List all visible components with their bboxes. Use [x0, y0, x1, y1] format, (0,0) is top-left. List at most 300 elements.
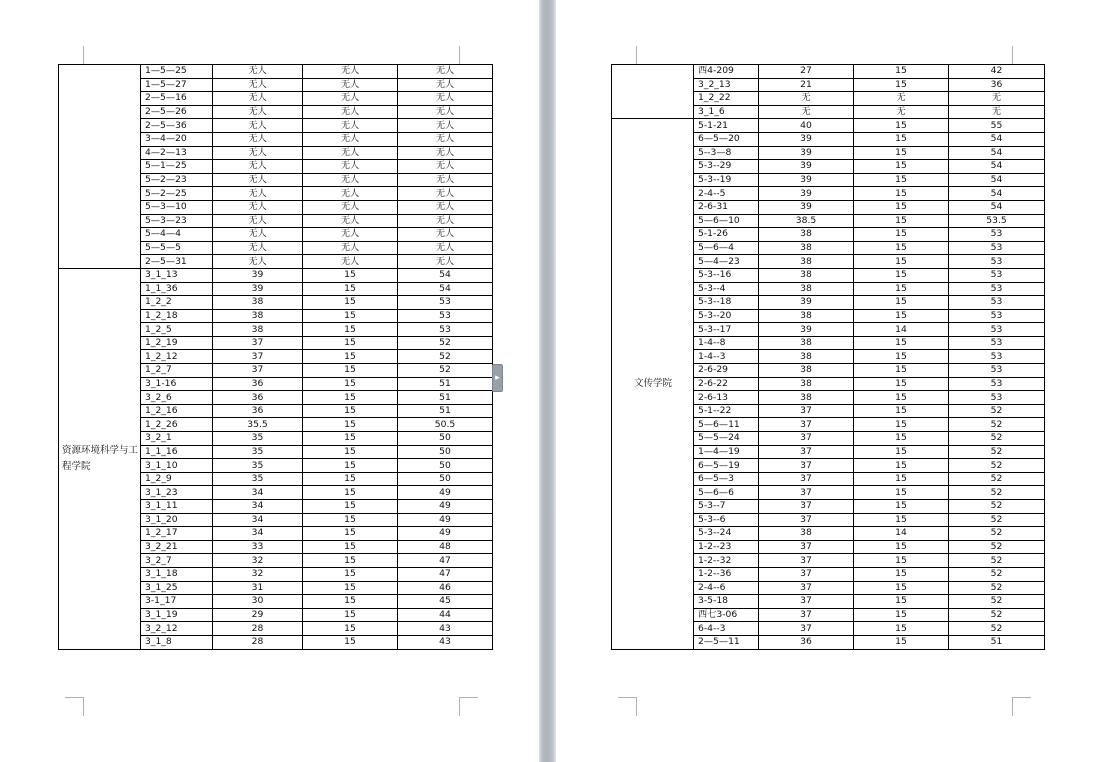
total-score-cell: 54 — [398, 282, 493, 296]
room-code-cell: 6—5—19 — [694, 459, 759, 473]
total-score-cell: 52 — [949, 432, 1045, 446]
score-a-cell: 38 — [759, 527, 854, 541]
total-score-cell: 无人 — [398, 92, 493, 106]
room-code-cell: 2—5—16 — [141, 92, 213, 106]
score-a-cell: 无 — [759, 105, 854, 119]
room-code-cell: 2—5—36 — [141, 119, 213, 133]
score-a-cell: 39 — [213, 268, 303, 282]
room-code-cell: 5—6—6 — [694, 486, 759, 500]
score-b-cell: 15 — [854, 173, 949, 187]
score-b-cell: 15 — [854, 500, 949, 514]
total-score-cell: 无人 — [398, 146, 493, 160]
room-code-cell: 1-4--3 — [694, 350, 759, 364]
room-code-cell: 3_1_18 — [141, 567, 213, 581]
score-a-cell: 37 — [759, 622, 854, 636]
score-a-cell: 36 — [213, 404, 303, 418]
total-score-cell: 47 — [398, 567, 493, 581]
score-a-cell: 37 — [759, 595, 854, 609]
room-code-cell: 2—5—11 — [694, 635, 759, 649]
score-b-cell: 15 — [303, 595, 398, 609]
score-a-cell: 39 — [213, 282, 303, 296]
score-b-cell: 15 — [854, 350, 949, 364]
score-b-cell: 15 — [303, 445, 398, 459]
triangle-right-icon[interactable]: ▸ — [492, 364, 503, 392]
score-a-cell: 38.5 — [759, 214, 854, 228]
total-score-cell: 无人 — [398, 119, 493, 133]
score-b-cell: 15 — [854, 622, 949, 636]
score-b-cell: 15 — [303, 377, 398, 391]
room-code-cell: 1_2_16 — [141, 404, 213, 418]
score-b-cell: 无人 — [303, 78, 398, 92]
total-score-cell: 54 — [949, 160, 1045, 174]
score-b-cell: 无人 — [303, 255, 398, 269]
total-score-cell: 无人 — [398, 241, 493, 255]
room-code-cell: 3_1_6 — [694, 105, 759, 119]
score-a-cell: 37 — [759, 472, 854, 486]
score-b-cell: 15 — [303, 486, 398, 500]
room-code-cell: 5-3--17 — [694, 323, 759, 337]
total-score-cell: 51 — [949, 635, 1045, 649]
document-page-right — [556, 0, 1096, 762]
total-score-cell: 50 — [398, 445, 493, 459]
total-score-cell: 54 — [398, 268, 493, 282]
score-b-cell: 15 — [854, 336, 949, 350]
room-code-cell: 1-2--23 — [694, 540, 759, 554]
total-score-cell: 53 — [949, 377, 1045, 391]
room-code-cell: 5-3--6 — [694, 513, 759, 527]
total-score-cell: 50.5 — [398, 418, 493, 432]
total-score-cell: 45 — [398, 595, 493, 609]
score-b-cell: 无人 — [303, 241, 398, 255]
total-score-cell: 无人 — [398, 228, 493, 242]
score-a-cell: 34 — [213, 527, 303, 541]
score-a-cell: 32 — [213, 554, 303, 568]
score-a-cell: 35 — [213, 459, 303, 473]
score-a-cell: 39 — [759, 187, 854, 201]
score-b-cell: 15 — [854, 187, 949, 201]
score-b-cell: 15 — [303, 309, 398, 323]
score-b-cell: 15 — [854, 567, 949, 581]
room-code-cell: 5-3--29 — [694, 160, 759, 174]
total-score-cell: 49 — [398, 513, 493, 527]
score-b-cell: 无人 — [303, 160, 398, 174]
room-code-cell: 2-4--6 — [694, 581, 759, 595]
score-b-cell: 无人 — [303, 132, 398, 146]
total-score-cell: 53.5 — [949, 214, 1045, 228]
score-a-cell: 37 — [759, 418, 854, 432]
total-score-cell: 54 — [949, 132, 1045, 146]
total-score-cell: 52 — [949, 404, 1045, 418]
room-code-cell: 5—2—25 — [141, 187, 213, 201]
total-score-cell: 43 — [398, 622, 493, 636]
total-score-cell: 46 — [398, 581, 493, 595]
score-b-cell: 无人 — [303, 214, 398, 228]
score-b-cell: 15 — [303, 323, 398, 337]
score-a-cell: 37 — [759, 581, 854, 595]
total-score-cell: 55 — [949, 119, 1045, 133]
room-code-cell: 5—4—4 — [141, 228, 213, 242]
room-code-cell: 6-4--3 — [694, 622, 759, 636]
score-a-cell: 38 — [759, 336, 854, 350]
total-score-cell: 52 — [949, 445, 1045, 459]
room-code-cell: 2-6-29 — [694, 364, 759, 378]
room-code-cell: 2-6-22 — [694, 377, 759, 391]
score-a-cell: 38 — [759, 255, 854, 269]
score-b-cell: 15 — [854, 241, 949, 255]
score-a-cell: 38 — [759, 268, 854, 282]
total-score-cell: 无人 — [398, 214, 493, 228]
room-code-cell: 5—5—24 — [694, 432, 759, 446]
score-a-cell: 37 — [213, 336, 303, 350]
score-a-cell: 38 — [759, 364, 854, 378]
score-a-cell: 37 — [759, 404, 854, 418]
score-a-cell: 34 — [213, 486, 303, 500]
total-score-cell: 无人 — [398, 187, 493, 201]
total-score-cell: 无人 — [398, 78, 493, 92]
score-b-cell: 无人 — [303, 200, 398, 214]
total-score-cell: 49 — [398, 486, 493, 500]
score-a-cell: 38 — [759, 228, 854, 242]
score-a-cell: 40 — [759, 119, 854, 133]
score-a-cell: 39 — [759, 146, 854, 160]
score-a-cell: 29 — [213, 608, 303, 622]
room-code-cell: 5—6—4 — [694, 241, 759, 255]
room-code-cell: 5-3--7 — [694, 500, 759, 514]
total-score-cell: 52 — [398, 350, 493, 364]
total-score-cell: 无人 — [398, 65, 493, 79]
score-a-cell: 无人 — [213, 255, 303, 269]
room-code-cell: 1-2--32 — [694, 554, 759, 568]
score-b-cell: 15 — [854, 608, 949, 622]
room-code-cell: 5-1-21 — [694, 119, 759, 133]
score-a-cell: 36 — [759, 635, 854, 649]
margin-mark-bottom-right — [459, 697, 478, 716]
score-a-cell: 30 — [213, 595, 303, 609]
score-a-cell: 37 — [759, 432, 854, 446]
score-a-cell: 38 — [759, 309, 854, 323]
score-b-cell: 15 — [854, 445, 949, 459]
score-a-cell: 无人 — [213, 187, 303, 201]
total-score-cell: 50 — [398, 459, 493, 473]
score-a-cell: 38 — [759, 282, 854, 296]
total-score-cell: 53 — [949, 296, 1045, 310]
room-code-cell: 2-4--5 — [694, 187, 759, 201]
room-code-cell: 5-1--22 — [694, 404, 759, 418]
room-code-cell: 5-3--4 — [694, 282, 759, 296]
room-code-cell: 1_1_16 — [141, 445, 213, 459]
room-code-cell: 2-6-31 — [694, 200, 759, 214]
score-b-cell: 15 — [303, 296, 398, 310]
total-score-cell: 51 — [398, 404, 493, 418]
total-score-cell: 53 — [949, 228, 1045, 242]
score-a-cell: 无人 — [213, 241, 303, 255]
score-a-cell: 38 — [759, 241, 854, 255]
score-a-cell: 无人 — [213, 65, 303, 79]
room-code-cell: 3_1_10 — [141, 459, 213, 473]
score-a-cell: 39 — [759, 200, 854, 214]
score-b-cell: 无人 — [303, 146, 398, 160]
room-code-cell: 1_2_9 — [141, 472, 213, 486]
score-b-cell: 15 — [854, 540, 949, 554]
score-a-cell: 38 — [213, 296, 303, 310]
score-b-cell: 15 — [303, 459, 398, 473]
room-code-cell: 2—5—31 — [141, 255, 213, 269]
score-b-cell: 15 — [854, 228, 949, 242]
score-b-cell: 15 — [303, 554, 398, 568]
page-gutter — [539, 0, 556, 762]
total-score-cell: 52 — [949, 513, 1045, 527]
total-score-cell: 52 — [398, 364, 493, 378]
room-code-cell: 西七3-06 — [694, 608, 759, 622]
total-score-cell: 无人 — [398, 160, 493, 174]
total-score-cell: 51 — [398, 377, 493, 391]
total-score-cell: 无 — [949, 105, 1045, 119]
room-code-cell: 6—5—20 — [694, 132, 759, 146]
room-code-cell: 5-3--20 — [694, 309, 759, 323]
room-code-cell: 3-5-18 — [694, 595, 759, 609]
score-a-cell: 28 — [213, 622, 303, 636]
total-score-cell: 52 — [949, 527, 1045, 541]
room-code-cell: 5—6—10 — [694, 214, 759, 228]
score-b-cell: 15 — [303, 391, 398, 405]
score-a-cell: 32 — [213, 567, 303, 581]
score-a-cell: 37 — [759, 486, 854, 500]
total-score-cell: 49 — [398, 527, 493, 541]
score-b-cell: 14 — [854, 527, 949, 541]
document-page-left — [0, 0, 539, 762]
room-code-cell: 1_2_17 — [141, 527, 213, 541]
score-a-cell: 35.5 — [213, 418, 303, 432]
room-code-cell: 西4-209 — [694, 65, 759, 79]
score-b-cell: 无人 — [303, 105, 398, 119]
score-a-cell: 38 — [759, 350, 854, 364]
room-code-cell: 5—2—23 — [141, 173, 213, 187]
room-code-cell: 3_2_1 — [141, 432, 213, 446]
score-b-cell: 15 — [303, 540, 398, 554]
score-b-cell: 15 — [854, 554, 949, 568]
score-a-cell: 34 — [213, 500, 303, 514]
total-score-cell: 52 — [949, 608, 1045, 622]
margin-mark-bottom-left — [618, 697, 637, 716]
room-code-cell: 3_2_12 — [141, 622, 213, 636]
room-code-cell: 1_2_2 — [141, 296, 213, 310]
room-code-cell: 2-6-13 — [694, 391, 759, 405]
room-code-cell: 5-3--24 — [694, 527, 759, 541]
total-score-cell: 53 — [398, 296, 493, 310]
score-b-cell: 15 — [854, 391, 949, 405]
score-b-cell: 无人 — [303, 65, 398, 79]
total-score-cell: 50 — [398, 432, 493, 446]
score-b-cell: 15 — [303, 567, 398, 581]
total-score-cell: 53 — [949, 282, 1045, 296]
score-a-cell: 39 — [759, 296, 854, 310]
room-code-cell: 1_2_12 — [141, 350, 213, 364]
room-code-cell: 1_1_36 — [141, 282, 213, 296]
total-score-cell: 53 — [949, 241, 1045, 255]
score-b-cell: 15 — [303, 500, 398, 514]
score-b-cell: 15 — [854, 513, 949, 527]
room-code-cell: 1-2--36 — [694, 567, 759, 581]
score-b-cell: 15 — [854, 635, 949, 649]
score-a-cell: 35 — [213, 445, 303, 459]
score-b-cell: 无人 — [303, 228, 398, 242]
score-a-cell: 21 — [759, 78, 854, 92]
room-code-cell: 5—3—10 — [141, 200, 213, 214]
room-code-cell: 5-3--18 — [694, 296, 759, 310]
total-score-cell: 52 — [949, 595, 1045, 609]
room-code-cell: 4—2—13 — [141, 146, 213, 160]
total-score-cell: 54 — [949, 200, 1045, 214]
score-b-cell: 14 — [854, 323, 949, 337]
room-code-cell: 5-1-26 — [694, 228, 759, 242]
score-b-cell: 15 — [854, 309, 949, 323]
room-code-cell: 1_2_26 — [141, 418, 213, 432]
total-score-cell: 无 — [949, 92, 1045, 106]
score-a-cell: 37 — [759, 540, 854, 554]
room-code-cell: 5-3--16 — [694, 268, 759, 282]
table-row — [612, 119, 1045, 133]
score-a-cell: 35 — [213, 432, 303, 446]
score-b-cell: 15 — [303, 622, 398, 636]
score-b-cell: 15 — [854, 65, 949, 79]
room-code-cell: 5—4—23 — [694, 255, 759, 269]
total-score-cell: 53 — [949, 309, 1045, 323]
score-a-cell: 39 — [759, 173, 854, 187]
margin-mark-top-right — [459, 46, 478, 65]
score-a-cell: 无人 — [213, 119, 303, 133]
score-a-cell: 37 — [759, 608, 854, 622]
score-a-cell: 无人 — [213, 78, 303, 92]
score-a-cell: 35 — [213, 472, 303, 486]
score-a-cell: 37 — [213, 350, 303, 364]
table-row — [59, 65, 493, 79]
score-b-cell: 15 — [303, 418, 398, 432]
room-code-cell: 5—5—5 — [141, 241, 213, 255]
score-b-cell: 15 — [854, 364, 949, 378]
room-code-cell: 3_1_20 — [141, 513, 213, 527]
score-b-cell: 15 — [854, 296, 949, 310]
total-score-cell: 52 — [949, 459, 1045, 473]
room-code-cell: 3_2_21 — [141, 540, 213, 554]
total-score-cell: 53 — [949, 323, 1045, 337]
total-score-cell: 44 — [398, 608, 493, 622]
room-code-cell: 3_2_13 — [694, 78, 759, 92]
room-code-cell: 1—4—19 — [694, 445, 759, 459]
score-b-cell: 15 — [303, 282, 398, 296]
score-a-cell: 38 — [213, 309, 303, 323]
score-a-cell: 无人 — [213, 132, 303, 146]
score-a-cell: 31 — [213, 581, 303, 595]
margin-mark-top-left — [618, 46, 637, 65]
score-a-cell: 37 — [759, 513, 854, 527]
score-b-cell: 15 — [854, 595, 949, 609]
score-b-cell: 15 — [303, 336, 398, 350]
college-name-cell — [59, 65, 141, 269]
score-b-cell: 15 — [303, 635, 398, 649]
total-score-cell: 无人 — [398, 200, 493, 214]
room-code-cell: 3_1_8 — [141, 635, 213, 649]
total-score-cell: 52 — [949, 540, 1045, 554]
score-a-cell: 无 — [759, 92, 854, 106]
score-b-cell: 15 — [854, 377, 949, 391]
score-a-cell: 无人 — [213, 146, 303, 160]
score-b-cell: 15 — [854, 146, 949, 160]
total-score-cell: 无人 — [398, 255, 493, 269]
score-a-cell: 36 — [213, 377, 303, 391]
total-score-cell: 53 — [398, 309, 493, 323]
room-code-cell: 3_1-16 — [141, 377, 213, 391]
total-score-cell: 54 — [949, 187, 1045, 201]
score-a-cell: 36 — [213, 391, 303, 405]
score-b-cell: 15 — [854, 268, 949, 282]
total-score-cell: 52 — [949, 554, 1045, 568]
margin-mark-top-left — [65, 46, 84, 65]
total-score-cell: 52 — [949, 622, 1045, 636]
table-row — [59, 268, 493, 282]
total-score-cell: 48 — [398, 540, 493, 554]
total-score-cell: 53 — [949, 255, 1045, 269]
room-code-cell: 5-3--19 — [694, 173, 759, 187]
score-b-cell: 15 — [303, 350, 398, 364]
room-code-cell: 5—3—23 — [141, 214, 213, 228]
room-code-cell: 1_2_5 — [141, 323, 213, 337]
score-a-cell: 37 — [213, 364, 303, 378]
total-score-cell: 49 — [398, 500, 493, 514]
total-score-cell: 54 — [949, 173, 1045, 187]
score-a-cell: 37 — [759, 500, 854, 514]
score-a-cell: 39 — [759, 132, 854, 146]
score-b-cell: 无 — [854, 105, 949, 119]
score-a-cell: 33 — [213, 540, 303, 554]
room-code-cell: 3_1_13 — [141, 268, 213, 282]
room-code-cell: 3_2_6 — [141, 391, 213, 405]
total-score-cell: 53 — [949, 391, 1045, 405]
college-name-cell — [612, 65, 694, 119]
score-b-cell: 15 — [303, 581, 398, 595]
total-score-cell: 47 — [398, 554, 493, 568]
score-a-cell: 38 — [213, 323, 303, 337]
total-score-cell: 53 — [949, 336, 1045, 350]
score-b-cell: 15 — [854, 160, 949, 174]
score-a-cell: 无人 — [213, 214, 303, 228]
total-score-cell: 52 — [949, 472, 1045, 486]
total-score-cell: 52 — [398, 336, 493, 350]
total-score-cell: 无人 — [398, 173, 493, 187]
room-code-cell: 1—5—27 — [141, 78, 213, 92]
score-b-cell: 15 — [854, 282, 949, 296]
room-code-cell: 2—5—26 — [141, 105, 213, 119]
total-score-cell: 51 — [398, 391, 493, 405]
room-code-cell: 3-1_17 — [141, 595, 213, 609]
score-b-cell: 15 — [303, 513, 398, 527]
score-a-cell: 37 — [759, 567, 854, 581]
score-b-cell: 15 — [303, 527, 398, 541]
score-a-cell: 34 — [213, 513, 303, 527]
table-row — [612, 65, 1045, 79]
score-a-cell: 无人 — [213, 228, 303, 242]
score-a-cell: 37 — [759, 445, 854, 459]
score-b-cell: 无人 — [303, 119, 398, 133]
score-a-cell: 无人 — [213, 200, 303, 214]
total-score-cell: 42 — [949, 65, 1045, 79]
score-b-cell: 15 — [303, 364, 398, 378]
college-name-cell: 文传学院 — [612, 119, 694, 649]
total-score-cell: 53 — [949, 350, 1045, 364]
score-b-cell: 15 — [303, 404, 398, 418]
score-b-cell: 15 — [854, 459, 949, 473]
score-b-cell: 15 — [303, 268, 398, 282]
score-a-cell: 39 — [759, 323, 854, 337]
